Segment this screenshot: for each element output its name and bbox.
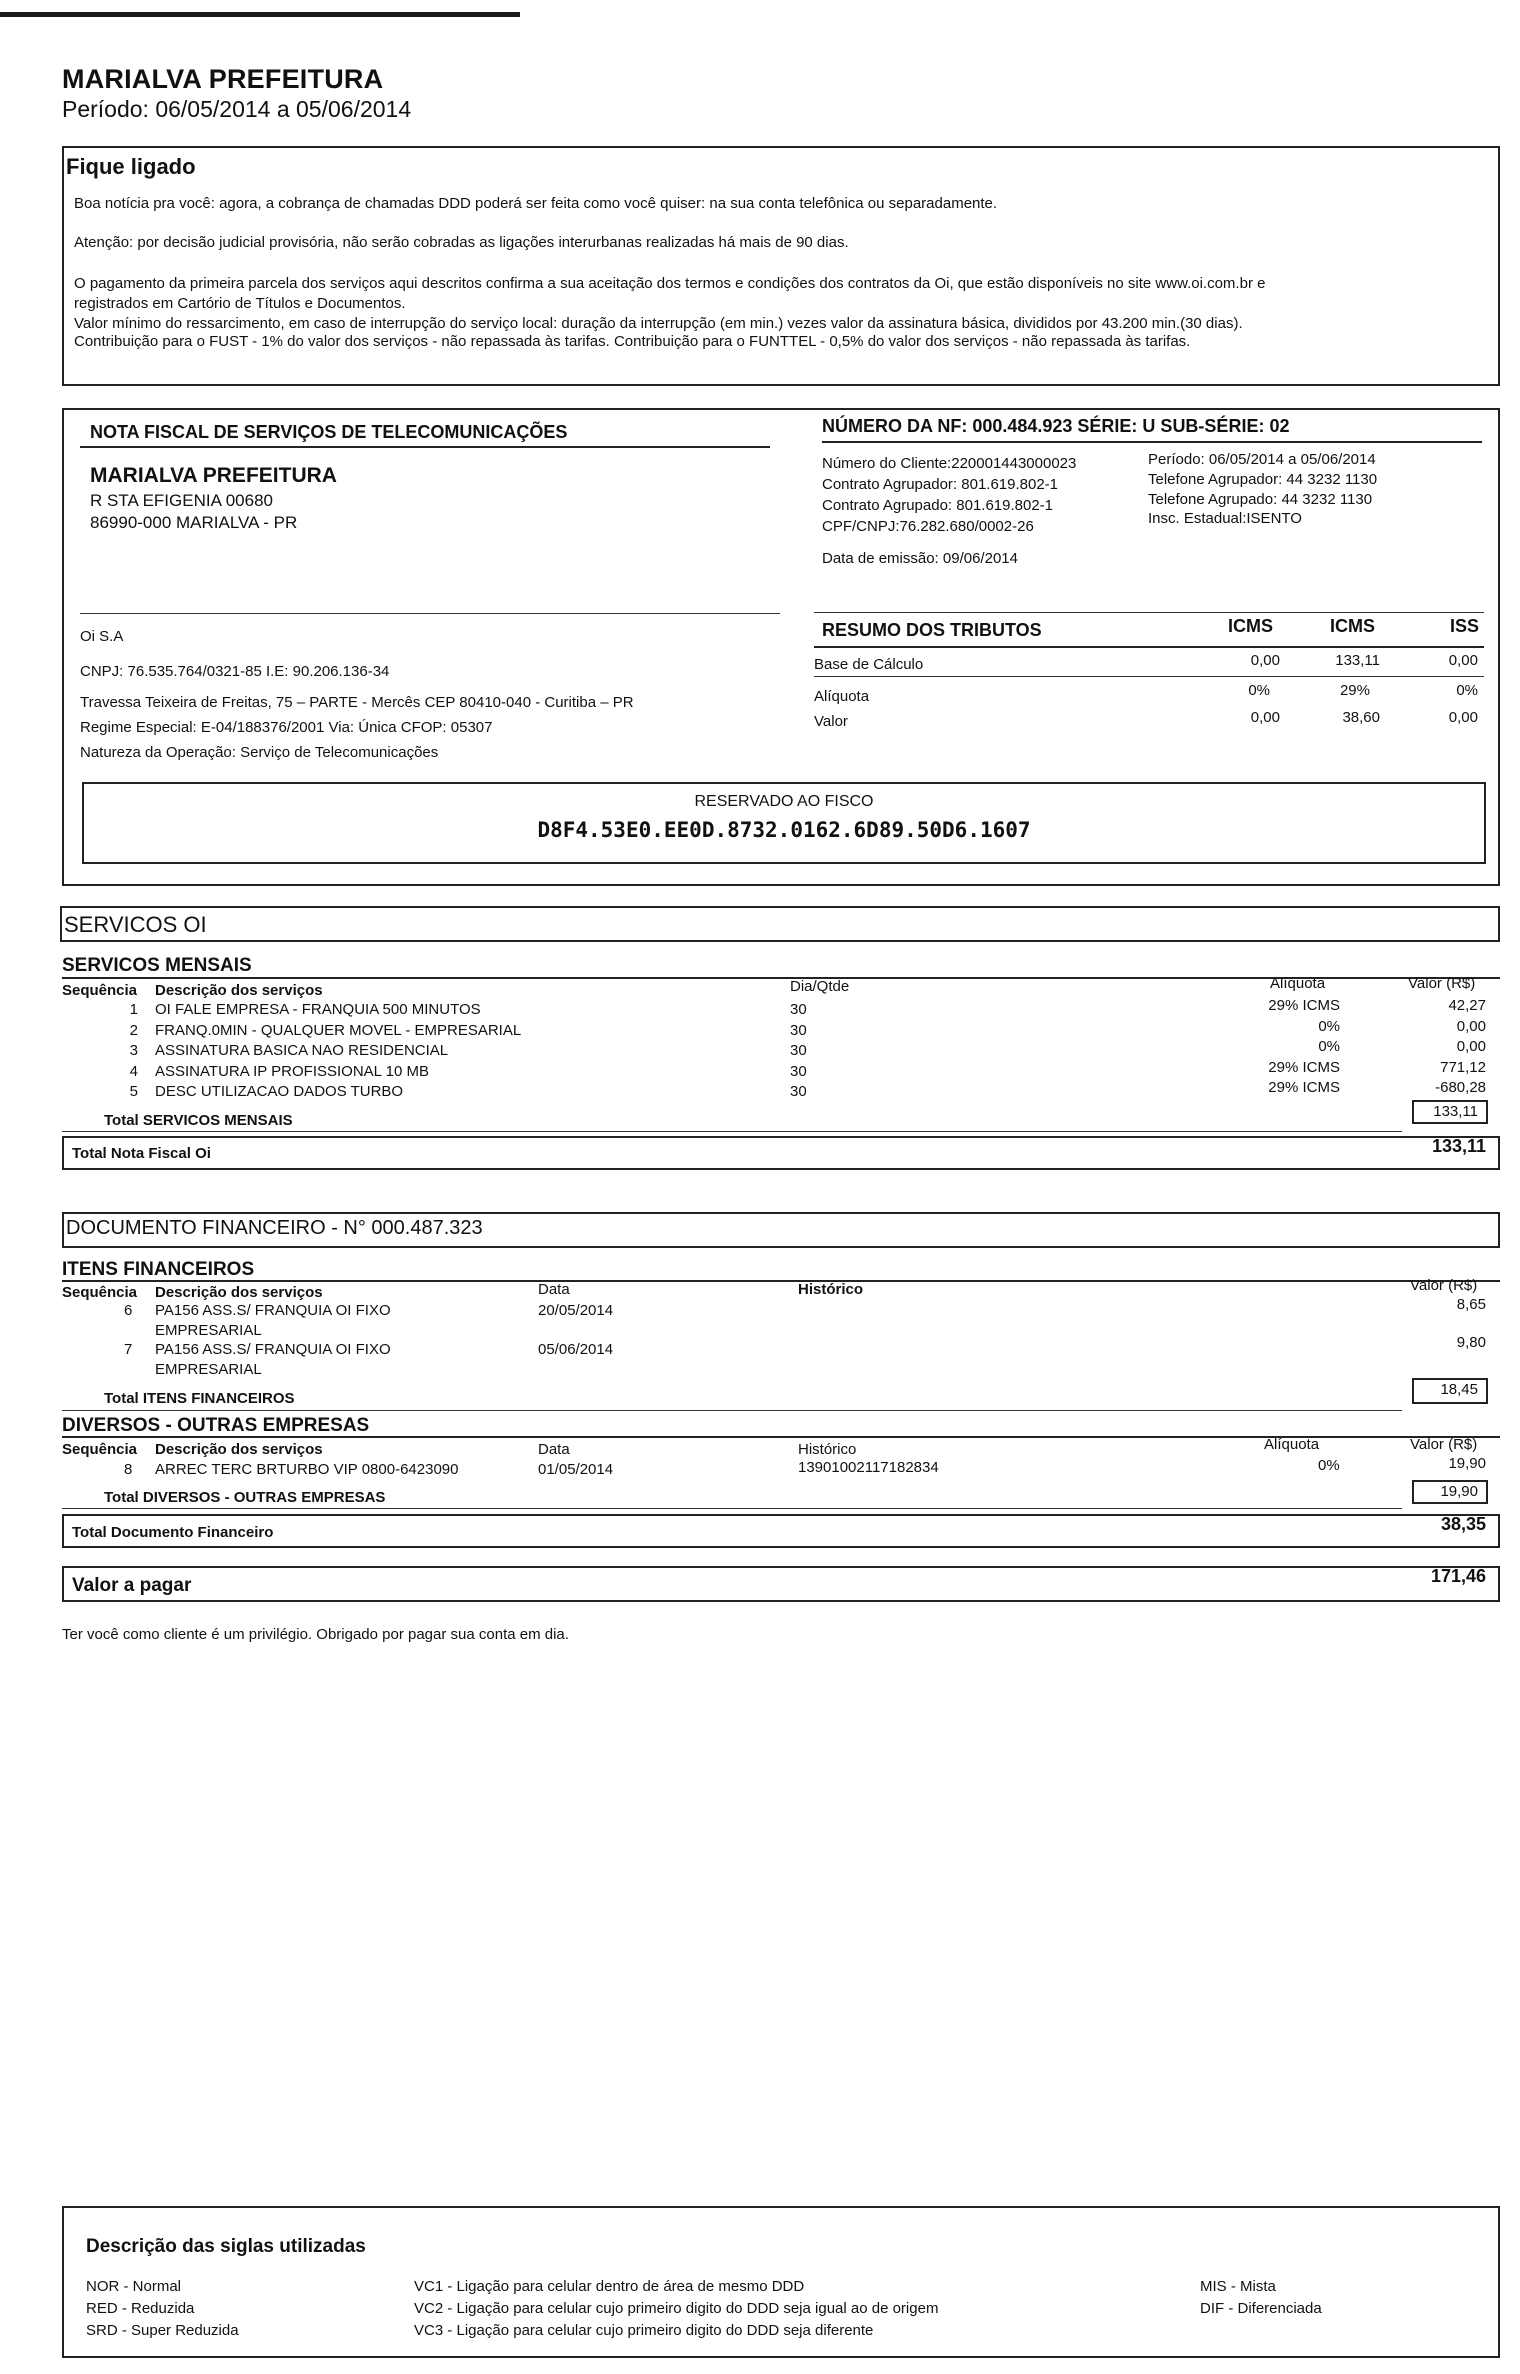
diversos-desc: ARREC TERC BRTURBO VIP 0800-6423090 [155, 1461, 459, 1478]
col-header-historico: Histórico [798, 1281, 864, 1298]
issue-date: Data de emissão: 09/06/2014 [822, 550, 1018, 567]
top-rule [0, 12, 520, 17]
periodo: Período: 06/05/2014 a 05/06/2014 [1148, 451, 1376, 468]
col-header-desc: Descrição dos serviços [155, 1441, 323, 1458]
service-seq: 1 [129, 1001, 138, 1018]
item-value: 9,80 [1456, 1334, 1486, 1351]
company-natureza: Natureza da Operação: Serviço de Telecomunicações [80, 744, 439, 761]
company-name: Oi S.A [80, 628, 124, 645]
divider [62, 1280, 1500, 1282]
valor-a-pagar-value: 171,46 [1430, 1566, 1486, 1586]
service-aliquota: 29% ICMS [1268, 997, 1340, 1014]
company-address: Travessa Teixeira de Freitas, 75 – PARTE - Mercês CEP 80410-040 - Curitiba – PR [80, 694, 634, 711]
servicos-mensais-title: SERVICOS MENSAIS [62, 955, 252, 976]
service-value: 0,00 [1456, 1038, 1486, 1055]
legend-column [414, 2276, 938, 2342]
telefone-agrupador: Telefone Agrupador: 44 3232 1130 [1148, 471, 1378, 488]
legend-item: RED - Reduzida [86, 2300, 195, 2317]
service-desc: FRANQ.0MIN - QUALQUER MOVEL - EMPRESARIAL [155, 1021, 522, 1039]
service-desc: DESC UTILIZACAO DADOS TURBO [155, 1083, 404, 1100]
telefone-agrupado: Telefone Agrupado: 44 3232 1130 [1148, 491, 1373, 508]
total-nf-label: Total Nota Fiscal Oi [72, 1145, 211, 1162]
total-nf-box [62, 1136, 1500, 1170]
divider [822, 441, 1482, 443]
total-servicos-value: 133,11 [1412, 1100, 1488, 1124]
legend-item: VC1 - Ligação para celular dentro de área de mesmo DDD [414, 2278, 805, 2295]
legend-column [86, 2276, 239, 2342]
col-header-desc: Descrição dos serviços [155, 1284, 323, 1301]
total-servicos-label: Total SERVICOS MENSAIS [104, 1112, 293, 1129]
notice-line: Atenção: por decisão judicial provisória, não serão cobradas as ligações interurbanas realizadas há mais de 90 dias. [74, 234, 849, 251]
servicos-oi-title: SERVICOS OI [64, 912, 207, 937]
divider [814, 646, 1484, 648]
tributo-label: Alíquota [814, 688, 870, 705]
service-qtde: 30 [790, 1083, 807, 1100]
service-value: -680,28 [1435, 1079, 1486, 1096]
service-seq: 4 [129, 1062, 138, 1080]
nota-fiscal-title: NOTA FISCAL DE SERVIÇOS DE TELECOMUNICAÇÕES [90, 422, 568, 442]
insc-estadual: Insc. Estadual:ISENTO [1148, 510, 1302, 527]
service-value: 42,27 [1448, 997, 1486, 1014]
item-value: 8,65 [1456, 1296, 1486, 1313]
item-date: 05/06/2014 [538, 1341, 614, 1358]
service-desc: OI FALE EMPRESA - FRANQUIA 500 MINUTOS [155, 1001, 481, 1018]
legend-item: MIS - Mista [1200, 2278, 1276, 2295]
fisco-label: RESERVADO AO FISCO [694, 793, 874, 810]
contrato-agrupador: Contrato Agrupador: 801.619.802-1 [822, 476, 1059, 493]
tributo-value: 29% [1339, 682, 1370, 699]
divider [80, 613, 780, 614]
notice-line: registrados em Cartório de Títulos e Documentos. [74, 295, 406, 312]
client-name: MARIALVA PREFEITURA [90, 464, 337, 487]
legend-title: Descrição das siglas utilizadas [86, 2236, 366, 2257]
service-desc: ASSINATURA IP PROFISSIONAL 10 MB [155, 1062, 429, 1080]
item-date: 20/05/2014 [538, 1302, 614, 1319]
divider [62, 1508, 1402, 1509]
service-qtde: 30 [790, 1062, 807, 1080]
company-regime: Regime Especial: E-04/188376/2001 Via: Única CFOP: 05307 [80, 719, 493, 736]
client-number: Número do Cliente:220001443000023 [822, 455, 1077, 472]
client-address-line: 86990-000 MARIALVA - PR [90, 513, 298, 532]
closing-message: Ter você como cliente é um privilégio. Obrigado por pagar sua conta em dia. [62, 1626, 569, 1643]
col-header-aliquota: Alíquota [1264, 1436, 1320, 1453]
customer-name: MARIALVA PREFEITURA [62, 64, 384, 94]
diversos-value: 19,90 [1448, 1455, 1486, 1472]
legend-column [1200, 2276, 1322, 2320]
service-qtde: 30 [790, 1001, 807, 1018]
service-aliquota: 29% ICMS [1268, 1079, 1340, 1096]
nf-number-title: NÚMERO DA NF: 000.484.923 SÉRIE: U SUB-SÉRIE: 02 [822, 416, 1290, 436]
divider [814, 676, 1484, 677]
valor-a-pagar-label: Valor a pagar [72, 1575, 192, 1596]
col-header-qtde: Dia/Qtde [790, 978, 850, 995]
col-header-data: Data [538, 1281, 570, 1298]
item-desc: EMPRESARIAL [155, 1361, 262, 1378]
service-aliquota: 0% [1318, 1038, 1340, 1055]
item-seq: 7 [124, 1341, 133, 1358]
tributo-value: 0,00 [1250, 652, 1280, 669]
tributos-col-icms: ICMS [1330, 616, 1375, 636]
item-seq: 6 [124, 1302, 133, 1319]
tributo-label: Base de Cálculo [814, 656, 924, 673]
item-desc: PA156 ASS.S/ FRANQUIA OI FIXO [155, 1302, 391, 1319]
service-seq: 3 [129, 1042, 138, 1059]
itens-total-value: 18,45 [1412, 1378, 1488, 1404]
fique-ligado-title: Fique ligado [66, 154, 196, 179]
notice-line: Contribuição para o FUST - 1% do valor dos serviços - não repassada às tarifas. Contribuição para o FUNTTEL - 0,5% do valor dos serviços - não repassada às tarifas. [74, 333, 1191, 350]
diversos-aliquota: 0% [1318, 1457, 1340, 1474]
col-header-valor: Valor (R$) [1410, 1436, 1478, 1453]
documento-title: DOCUMENTO FINANCEIRO - N° 000.487.323 [66, 1217, 483, 1239]
total-documento-value: 38,35 [1440, 1514, 1486, 1534]
itens-total-label: Total ITENS FINANCEIROS [104, 1390, 295, 1407]
tributo-value: 0,00 [1448, 709, 1478, 726]
legend-item: DIF - Diferenciada [1200, 2300, 1322, 2317]
service-seq: 5 [129, 1083, 138, 1100]
divider [62, 1410, 1402, 1411]
tributo-value: 0,00 [1448, 652, 1478, 669]
service-desc: ASSINATURA BASICA NAO RESIDENCIAL [155, 1042, 449, 1059]
billing-period: Período: 06/05/2014 a 05/06/2014 [62, 96, 412, 122]
diversos-total-value: 19,90 [1412, 1480, 1488, 1504]
tributo-label: Valor [814, 713, 848, 730]
service-qtde: 30 [790, 1042, 807, 1059]
valor-a-pagar-box [62, 1566, 1500, 1602]
item-desc: EMPRESARIAL [155, 1322, 262, 1339]
col-header-historico: Histórico [798, 1441, 857, 1458]
notice-line: Valor mínimo do ressarcimento, em caso de interrupção do serviço local: duração da interrupção (em min.) vezes valor da assinatura básica, divididos por 43.200 min.(30 dias). [74, 315, 1243, 332]
item-desc: PA156 ASS.S/ FRANQUIA OI FIXO [155, 1341, 391, 1358]
col-header-desc: Descrição dos serviços [155, 982, 323, 999]
tributos-col-iss: ISS [1450, 616, 1480, 636]
col-header-data: Data [538, 1441, 570, 1458]
col-header-valor: Valor (R$) [1408, 975, 1476, 992]
service-aliquota: 29% ICMS [1268, 1058, 1340, 1076]
diversos-title: DIVERSOS - OUTRAS EMPRESAS [62, 1415, 370, 1436]
diversos-historico: 13901002117182834 [798, 1459, 939, 1476]
tributo-value: 0% [1248, 682, 1270, 699]
contrato-agrupado: Contrato Agrupado: 801.619.802-1 [822, 497, 1054, 514]
diversos-total-label: Total DIVERSOS - OUTRAS EMPRESAS [104, 1489, 386, 1506]
col-header-seq: Sequência [62, 1441, 138, 1458]
service-value: 771,12 [1440, 1058, 1486, 1076]
diversos-date: 01/05/2014 [538, 1461, 614, 1478]
legend-item: VC3 - Ligação para celular cujo primeiro digito do DDD seja diferente [414, 2322, 874, 2339]
total-documento-box [62, 1514, 1500, 1548]
notice-line: O pagamento da primeira parcela dos serviços aqui descritos confirma a sua aceitação dos termos e condições dos contratos da Oi, que estão disponíveis no site www.oi.com.br e [74, 275, 1266, 292]
legend-item: NOR - Normal [86, 2278, 182, 2295]
servicos-oi-header [60, 906, 1500, 942]
itens-financeiros-title: ITENS FINANCEIROS [62, 1259, 255, 1280]
col-header-valor: Valor (R$) [1410, 1277, 1478, 1294]
client-address-line: R STA EFIGENIA 00680 [90, 491, 273, 510]
col-header-seq: Sequência [62, 982, 138, 999]
notice-line: Boa notícia pra você: agora, a cobrança de chamadas DDD poderá ser feita como você quiser: na sua conta telefônica ou separadamente. [74, 195, 998, 212]
divider [62, 1131, 1402, 1132]
col-header-seq: Sequência [62, 1284, 138, 1301]
total-documento-label: Total Documento Financeiro [72, 1524, 274, 1541]
tributo-value: 38,60 [1342, 709, 1380, 726]
company-cnpj: CNPJ: 76.535.764/0321-85 I.E: 90.206.136-34 [80, 663, 390, 680]
col-header-aliquota: Alíquota [1270, 975, 1326, 992]
tributo-value: 0,00 [1250, 709, 1280, 726]
fique-ligado-box [62, 146, 1500, 386]
cpf-cnpj: CPF/CNPJ:76.282.680/0002-26 [822, 518, 1034, 535]
tributo-value: 0% [1456, 682, 1478, 699]
legend-item: SRD - Super Reduzida [86, 2322, 239, 2339]
total-nf-value: 133,11 [1431, 1136, 1486, 1156]
tributos-title: RESUMO DOS TRIBUTOS [822, 620, 1042, 640]
diversos-seq: 8 [124, 1461, 133, 1478]
service-value: 0,00 [1456, 1017, 1486, 1035]
tributo-value: 133,11 [1335, 652, 1380, 669]
divider [80, 446, 770, 448]
divider [814, 612, 1484, 613]
service-aliquota: 0% [1318, 1017, 1340, 1035]
service-qtde: 30 [790, 1021, 807, 1039]
tributos-col-icms: ICMS [1228, 616, 1273, 636]
service-seq: 2 [129, 1021, 138, 1039]
legend-item: VC2 - Ligação para celular cujo primeiro digito do DDD seja igual ao de origem [414, 2300, 939, 2317]
fisco-code: D8F4.53E0.EE0D.8732.0162.6D89.50D6.1607 [537, 818, 1031, 842]
